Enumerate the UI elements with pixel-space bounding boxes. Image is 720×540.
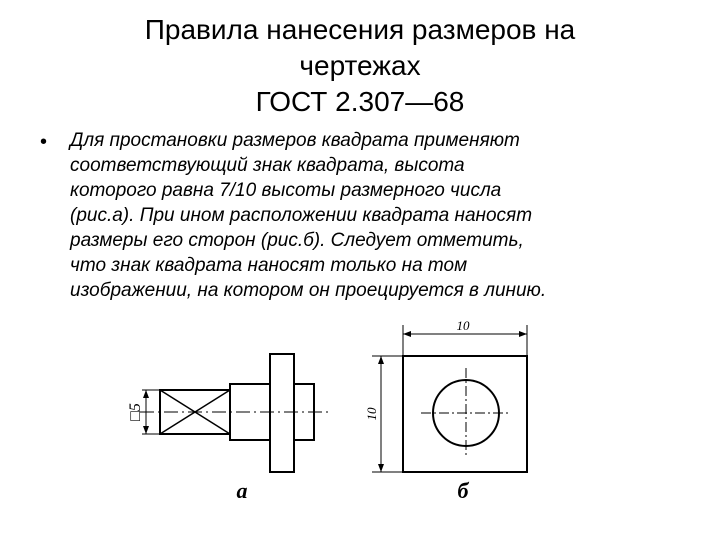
- paragraph-line-2: соответствующий знак квадрата, высота: [70, 155, 465, 176]
- shaft-flange: [270, 354, 294, 472]
- paragraph-line-1: Для простановки размеров квадрата применяют: [70, 130, 520, 151]
- paragraph-line-6: что знак квадрата наносят только на том: [70, 255, 468, 276]
- title-line-1: Правила нанесения размеров на: [144, 14, 576, 45]
- title-line-3: ГОСТ 2.307—68: [255, 86, 465, 117]
- bullet-icon: •: [40, 131, 48, 153]
- dimension-label-a: □5: [127, 403, 144, 421]
- figure-b-drawing: [372, 325, 527, 472]
- paragraph-line-7: изображении, на котором он проецируется в линию.: [70, 280, 547, 301]
- figure-a-drawing: [140, 354, 330, 472]
- paragraph-line-5: размеры его сторон (рис.б). Следует отметить,: [70, 230, 524, 251]
- caption-b: б: [457, 478, 469, 503]
- paragraph-line-4: (рис.а). При ином расположении квадрата наносят: [70, 205, 533, 226]
- title-line-2: чертежах: [299, 50, 421, 81]
- paragraph-line-3: которого равна 7/10 высоты размерного числа: [70, 180, 502, 201]
- caption-a: а: [236, 478, 248, 503]
- width-label: 10: [456, 318, 470, 333]
- height-label: 10: [364, 407, 379, 421]
- square-outline: [403, 356, 527, 472]
